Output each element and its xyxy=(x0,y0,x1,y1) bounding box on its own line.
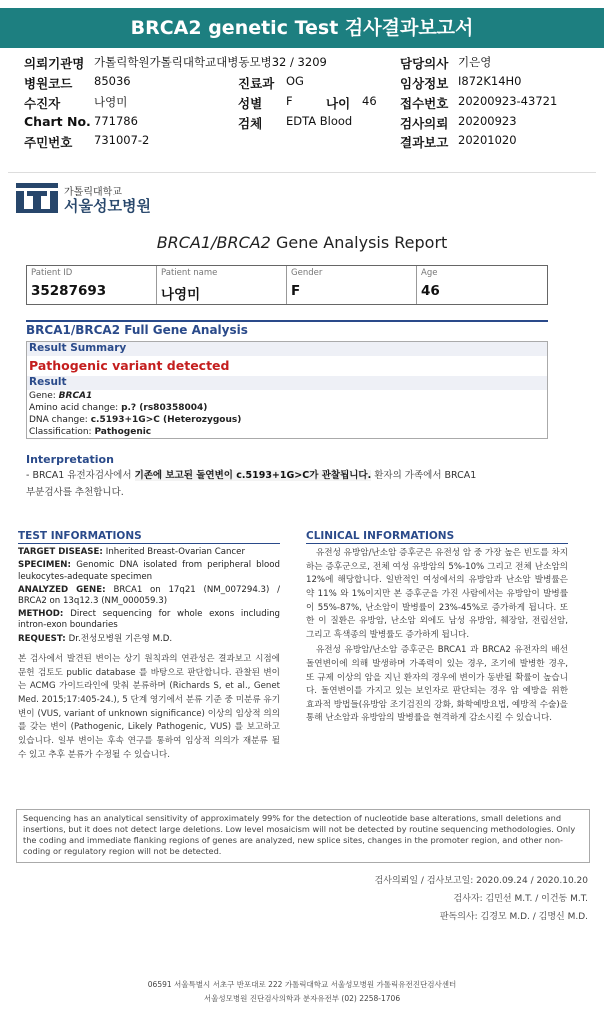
clinical-paragraph-1: 유전성 유방암/난소암 증후군은 유전성 암 중 가장 높은 빈도를 차지하는 증후군으로, 전체 여성 유방암의 5%-10% 그리고 전체 난소암의 12%에 해당합니다. 일반적인 여성에서의 유방암과 난소암 발병률은 약 11% 와 1%이지만 본 증후군을 가진 사람에서는 유방암이 발병률이 55%-87%, 난소암이 발병률이 23%-45%로 증가하게 됩니다. 또한 이 질환은 유방암, 난소암 외에도 남성 유방암, 췌장암, 전립선암, 그리고 흑색종의 발병률도 증가하게 됩니다. xyxy=(306,548,568,640)
label-specimen: 검체 xyxy=(238,116,263,131)
gender-value: F xyxy=(291,283,301,299)
patient-id-label: Patient ID xyxy=(31,268,73,278)
header-row xyxy=(0,54,604,71)
value-report-date: 20201020 xyxy=(458,133,517,147)
hospital-emblem-icon xyxy=(16,183,58,213)
value-hospital-code: 85036 xyxy=(94,74,131,88)
header-row xyxy=(0,74,604,91)
label-report-date: 결과보고 xyxy=(400,135,449,150)
variant-classification-note: 본 검사에서 발견된 변이는 상기 원칙과의 연관성은 결과보고 시점에 문헌 검토도 public database 를 바탕으로 판단합니다. 관찰된 변이는 ACMG 가이드라인에 맞춰 분류하며 (Richards S, et al., Genet Med. 2015;17:405-24.), 5 단계 영기에서 분류 기준 중 미분류 유기변이 (VUS, variant of unknown significance) 이상의 임상적 의의를 갖는 변이 (Pathogenic, Likely Pathogenic, VUS) 를 보고하고 있습니다. 일부 변이는 후속 연구를 통하여 임상적 의의가 재분류 될 수 있고 추후 분류가 수정될 수 있습니다. xyxy=(18,653,280,760)
label-request-date: 검사의뢰 xyxy=(400,116,449,131)
value-patient: 나영미 xyxy=(94,95,128,109)
test-informations-heading: TEST INFORMATIONS xyxy=(18,531,280,544)
label-sex: 성별 xyxy=(238,96,263,111)
value-clinical-info: I872K14H0 xyxy=(458,74,522,88)
report-title-bar: BRCA2 genetic Test 검사결과보고서 xyxy=(0,8,604,48)
request: REQUEST: Dr.전성모병원 기은영 M.D. xyxy=(18,633,173,644)
value-specimen: EDTA Blood xyxy=(286,114,353,128)
header-row xyxy=(0,133,604,150)
report-title xyxy=(8,233,596,252)
header-row xyxy=(0,114,604,131)
value-sex: F xyxy=(286,94,293,108)
result-dna-change: DNA change: c.5193+1G>C (Heterozygous) xyxy=(29,415,242,425)
value-resident-no: 731007-2 xyxy=(94,133,150,147)
request-header xyxy=(0,54,604,150)
gender-cell xyxy=(287,266,417,304)
label-age: 나이 xyxy=(326,96,351,111)
section-divider xyxy=(26,320,548,322)
target-disease: TARGET DISEASE: Inherited Breast-Ovarian Cancer xyxy=(18,547,245,558)
label-doctor: 담당의사 xyxy=(400,56,449,71)
result-classification: Classification: Pathogenic xyxy=(29,427,152,437)
label-department: 진료과 xyxy=(238,76,275,91)
interpretation-text: - BRCA1 유전자검사에서 기존에 보고된 돌연변이 c.5193+1G>C가 관찰됩니다. 환자의 가족에서 BRCA1 부분검사를 추천합니다. xyxy=(26,470,477,498)
footer-address: 06591 서울특별시 서초구 반포대로 222 가톨릭대학교 서울성모병원 가톨릭유전진단검사센터 xyxy=(147,980,457,989)
value-age: 46 xyxy=(362,94,377,108)
header-row xyxy=(0,94,604,111)
label-hospital-code: 병원코드 xyxy=(24,76,73,91)
result-label: Result xyxy=(27,376,547,390)
value-request-date: 20200923 xyxy=(458,114,517,128)
test-informations xyxy=(18,531,280,764)
hospital-logo xyxy=(16,181,166,217)
label-resident-no: 주민번호 xyxy=(24,135,73,150)
clinical-informations-heading: CLINICAL INFORMATIONS xyxy=(306,531,568,544)
result-gene: Gene: BRCA1 xyxy=(29,391,93,401)
gender-label: Gender xyxy=(291,268,323,278)
method: METHOD: Direct sequencing for whole exons including intron-exon boundaries xyxy=(18,609,280,631)
report-title-text: Gene Analysis Report xyxy=(270,233,448,252)
patient-name-cell xyxy=(157,266,287,304)
age-value: 46 xyxy=(421,283,440,299)
value-receipt-no: 20200923-43721 xyxy=(458,94,558,108)
sequencing-limitation-note: Sequencing has an analytical sensitivity of approximately 99% for the detection of nucleotide base alterations, small deletions and insertions, but it does not detect large deletions. Low level mosaicism will not be detected by routine sequencing methodologies. Only the coding and immediate flanking regions of genes are analyzed, new splice sites, changes in the promoter region, and other non-coding or regulatory region will not be detected. xyxy=(16,809,590,863)
interpretation-title: Interpretation xyxy=(26,453,114,466)
label-receipt-no: 접수번호 xyxy=(400,96,449,111)
university-name: 가톨릭대학교 xyxy=(64,187,122,198)
result-box xyxy=(26,341,548,439)
result-summary-value: Pathogenic variant detected xyxy=(29,358,230,373)
clinical-informations xyxy=(306,531,568,728)
value-chart-no: 771786 xyxy=(94,114,138,128)
label-chart-no: Chart No. xyxy=(24,114,91,129)
clinical-paragraph-2: 유전성 유방암/난소암 증후군은 BRCA1 과 BRCA2 유전자의 배선 돌연변이에 의해 발생하며 가족력이 있는 경우, 조기에 발병한 경우, 또 규제 이상의 암을 지닌 환자의 경우에 변이가 동반될 확률이 높습니다. 돌연변이를 가지고 있는 보인자로 판단되는 경우 암 예방을 위한 효과적 방법들(유방암 조기검진의 강화, 화학예방요법, 예방적 수술)을 통해 난소암과 유방암의 발병률을 현격하게 감소시킬 수 있습니다. xyxy=(306,645,568,724)
full-gene-analysis-title: BRCA1/BRCA2 Full Gene Analysis xyxy=(26,323,248,337)
analyzed-gene: ANALYZED GENE: BRCA1 on 17q21 (NM_007294.3) / BRCA2 on 13q12.3 (NM_000059.3) xyxy=(18,584,280,607)
result-summary-label: Result Summary xyxy=(27,342,547,356)
patient-info-table xyxy=(26,265,548,305)
value-doctor: 기은영 xyxy=(458,55,492,69)
hospital-name: 서울성모병원 xyxy=(64,197,151,215)
tester-signature: 검사자: 김민선 M.T. / 이건동 M.T. xyxy=(453,894,588,904)
patient-name-label: Patient name xyxy=(161,268,218,278)
request-report-dates: 검사의뢰일 / 검사보고일: 2020.09.24 / 2020.10.20 xyxy=(374,876,588,886)
label-clinical-info: 임상정보 xyxy=(400,76,449,91)
label-institution: 의뢰기관명 xyxy=(24,56,85,71)
patient-id-cell xyxy=(27,266,157,304)
specimen: SPECIMEN: Genomic DNA isolated from peripheral blood leukocytes-adequate specimen xyxy=(18,560,280,582)
value-department: OG xyxy=(286,74,304,88)
patient-name-value: 나영미 xyxy=(161,287,201,303)
gene-analysis-report xyxy=(8,172,596,1015)
doctor-signature: 판독의사: 김경모 M.D. / 김명신 M.D. xyxy=(439,912,588,922)
age-label: Age xyxy=(421,268,438,278)
value-institution: 가톨릭학원가톨릭대학교대병동모병32 / 3209 xyxy=(94,55,327,69)
patient-id-value: 35287693 xyxy=(31,283,107,299)
label-patient: 수진자 xyxy=(24,96,61,111)
footer-contact: 서울성모병원 진단검사의학과 분자유전부 (02) 2258-1706 xyxy=(203,994,401,1003)
report-title-genes: BRCA1/BRCA2 xyxy=(156,233,271,252)
age-cell xyxy=(417,266,547,304)
result-amino-acid-change: Amino acid change: p.? (rs80358004) xyxy=(29,403,208,413)
